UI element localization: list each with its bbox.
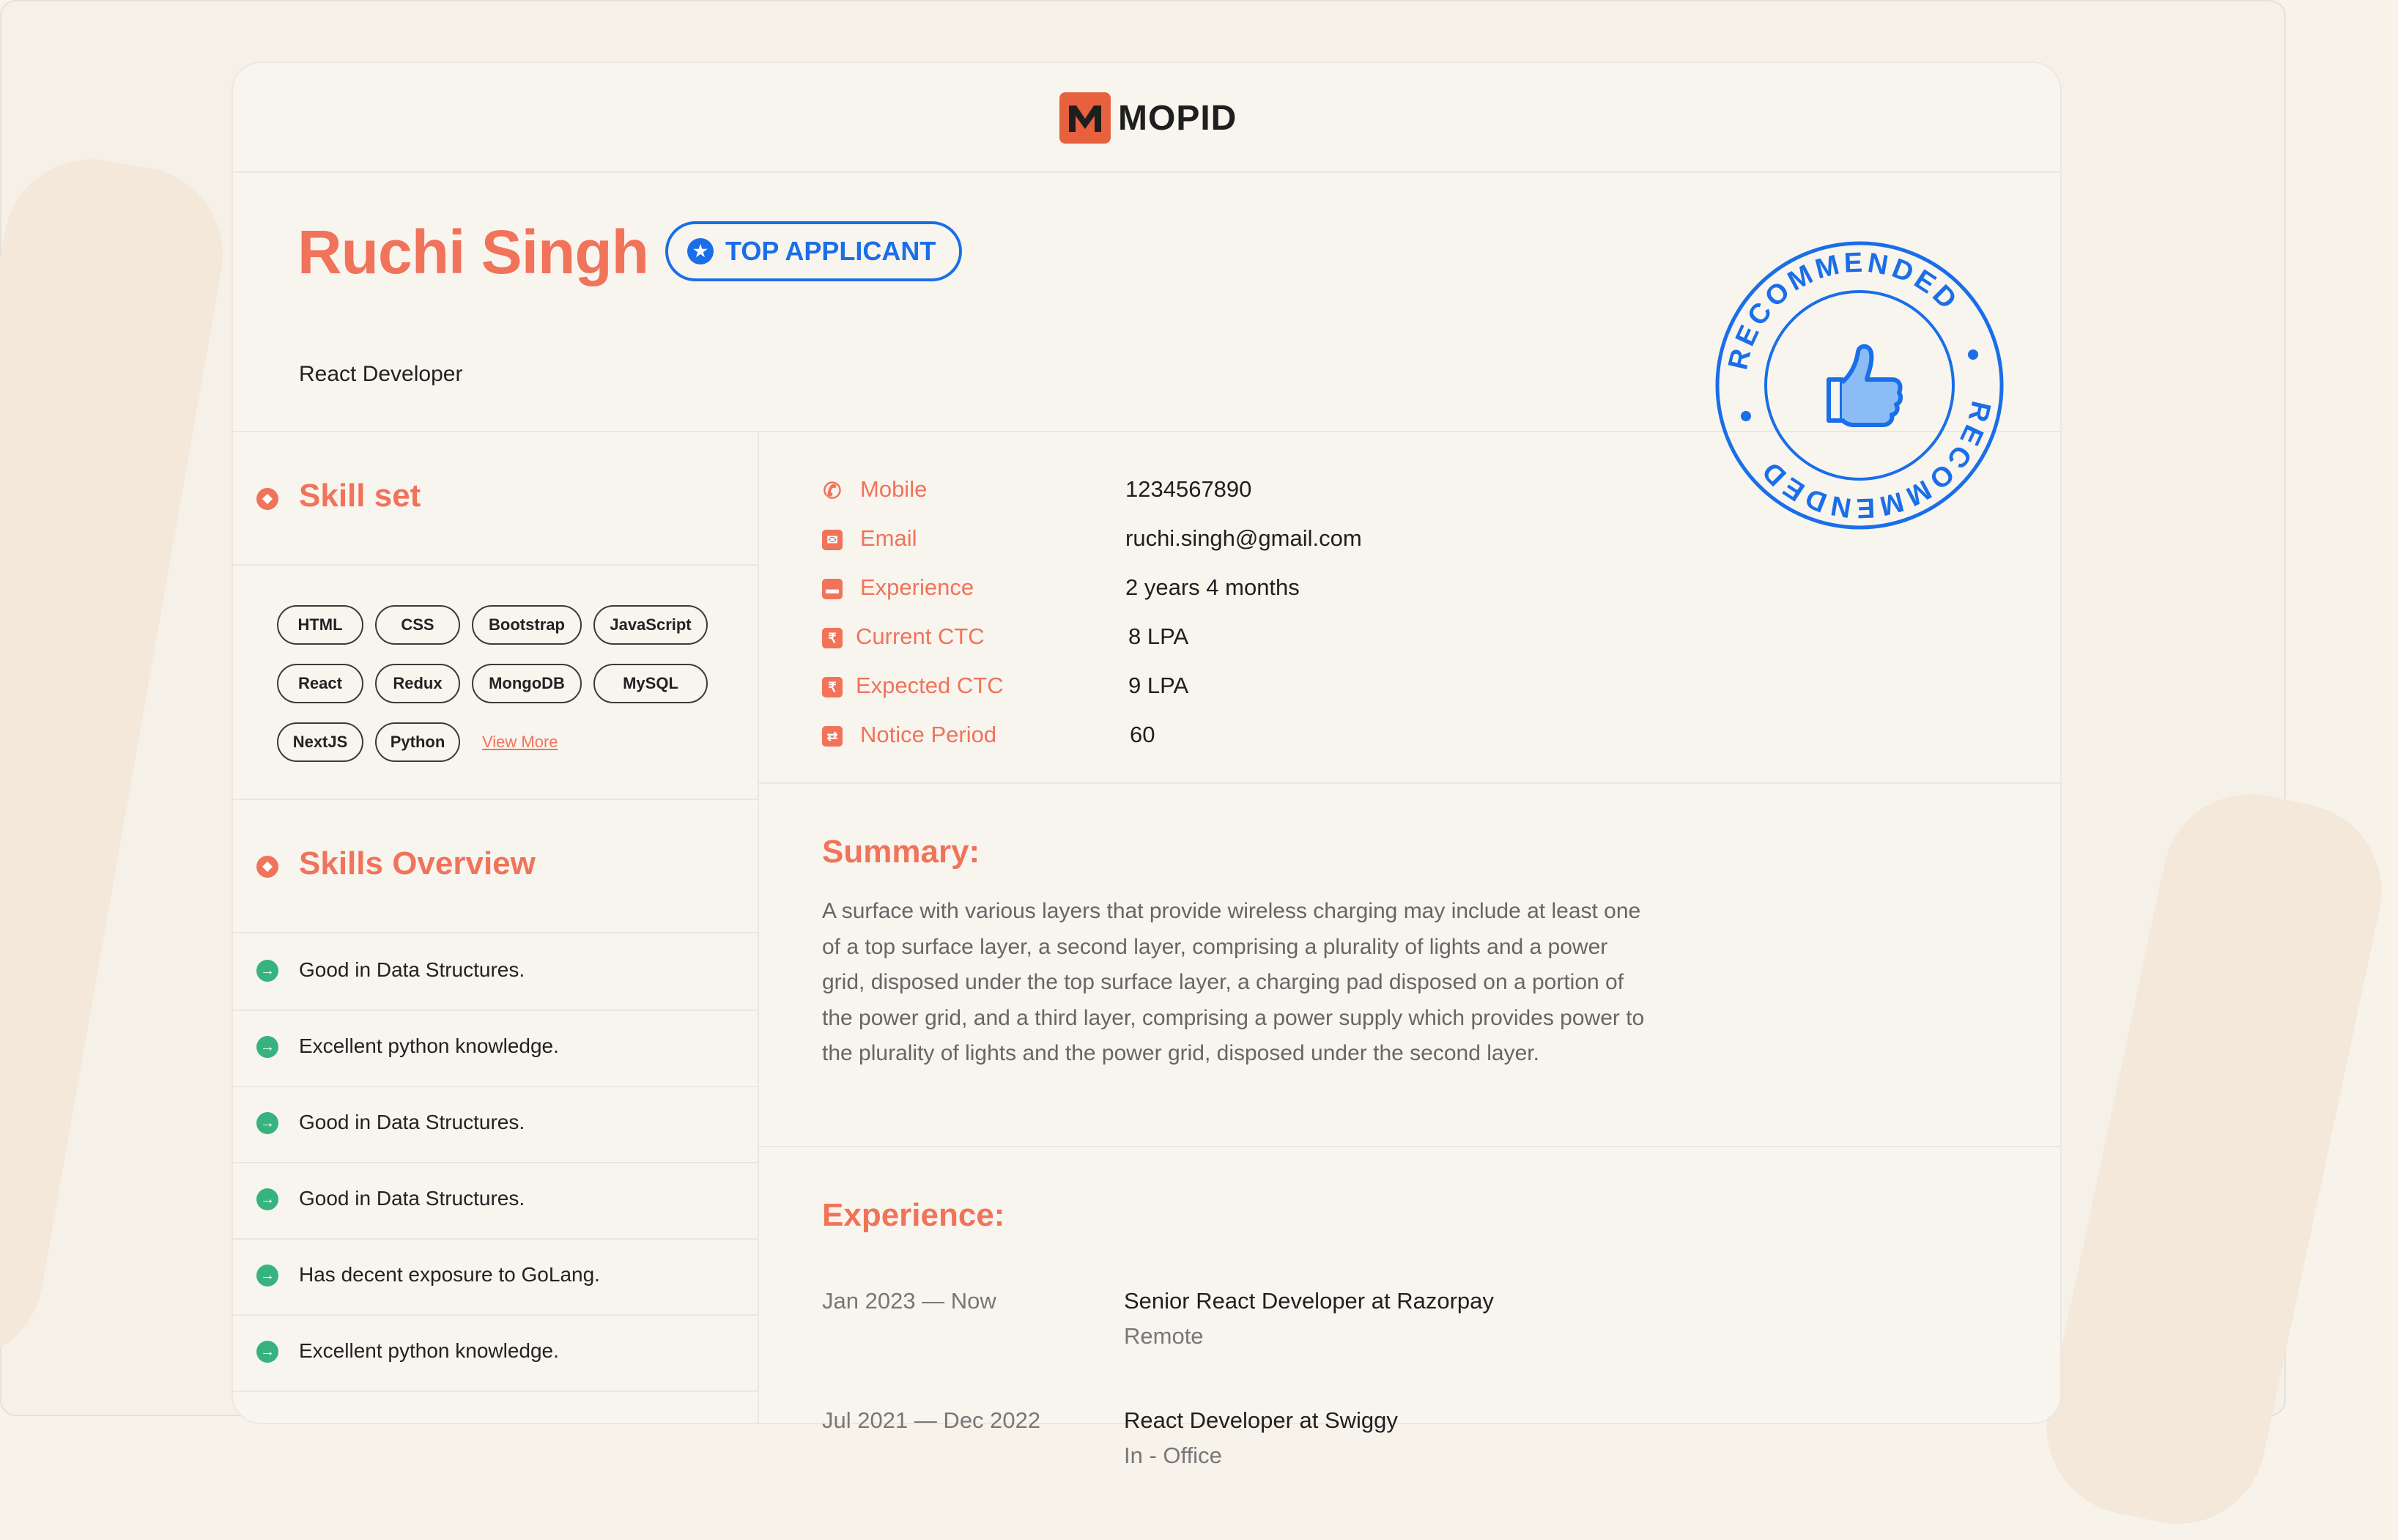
overview-text: Good in Data Structures. xyxy=(299,958,525,981)
skills-overview-header xyxy=(233,800,758,933)
star-icon: ★ xyxy=(687,238,714,264)
briefcase-icon: ▬ xyxy=(822,579,843,599)
detail-row-current-ctc xyxy=(822,619,1555,656)
list-item xyxy=(233,1010,758,1087)
detail-value: 60 xyxy=(1130,722,1155,747)
experience-dates: Jul 2021 — Dec 2022 xyxy=(822,1407,1041,1433)
list-item xyxy=(233,1086,758,1163)
detail-value: 8 LPA xyxy=(1128,623,1189,649)
skill-chip[interactable]: CSS xyxy=(375,605,460,645)
arrow-right-icon: → xyxy=(256,1036,278,1058)
experience-item xyxy=(822,1288,1848,1361)
section-bullet-icon xyxy=(256,488,278,510)
overview-text: Good in Data Structures. xyxy=(299,1111,525,1133)
detail-label: Notice Period xyxy=(860,722,997,747)
list-item xyxy=(233,933,758,1011)
candidate-role: React Developer xyxy=(299,362,463,386)
detail-row-email xyxy=(822,521,1555,558)
skill-chip[interactable]: MongoDB xyxy=(472,664,582,703)
svg-text:RECOMMENDED: RECOMMENDED xyxy=(1754,398,1997,524)
rupee-icon: ₹ xyxy=(822,628,843,648)
skill-chip[interactable]: MySQL xyxy=(593,664,708,703)
arrow-right-icon: → xyxy=(256,1112,278,1134)
overview-text: Has decent exposure to GoLang. xyxy=(299,1263,600,1286)
logo[interactable] xyxy=(1059,92,1237,144)
skill-chip[interactable]: JavaScript xyxy=(593,605,708,645)
background-stroke xyxy=(0,145,237,1374)
detail-row-mobile xyxy=(822,472,1555,508)
arrow-right-icon: → xyxy=(256,1188,278,1210)
brand-name: MOPID xyxy=(1118,98,1237,138)
skill-chip[interactable]: Redux xyxy=(375,664,460,703)
experience-section xyxy=(759,1147,2060,1468)
list-item xyxy=(233,1162,758,1240)
experience-title: Experience: xyxy=(822,1197,1005,1233)
left-column xyxy=(233,432,759,1423)
skill-set-header xyxy=(233,432,758,566)
candidate-name: Ruchi Singh xyxy=(297,218,648,286)
section-bullet-icon xyxy=(256,856,278,878)
experience-mode: In - Office xyxy=(1124,1443,1222,1468)
right-column xyxy=(759,432,2060,1468)
experience-item xyxy=(822,1407,1848,1481)
detail-value[interactable]: 1234567890 xyxy=(1125,476,1252,502)
profile-card xyxy=(232,62,2062,1468)
detail-label: Current CTC xyxy=(856,623,985,649)
detail-label: Expected CTC xyxy=(856,673,1004,698)
summary-text: A surface with various layers that provide wireless charging may include at least one of a top surface layer, a second layer, comprising a plurality of lights and a power grid, disposed under the top surface layer, a charging pad disposed on a portion of the power grid, and a third layer, comprising a power supply which provides power to the plurality of lights and the power grid, disposed under the second layer. xyxy=(822,899,1645,1065)
svg-text:RECOMMENDED: RECOMMENDED xyxy=(1722,247,1965,373)
skill-chip[interactable]: NextJS xyxy=(277,722,363,762)
skill-chip[interactable]: HTML xyxy=(277,605,363,645)
summary-section xyxy=(759,784,2060,1147)
detail-label: Email xyxy=(860,525,917,551)
detail-label: Mobile xyxy=(860,476,928,502)
experience-dates: Jan 2023 — Now xyxy=(822,1288,996,1314)
overview-text: Excellent python knowledge. xyxy=(299,1339,559,1362)
rupee-icon: ₹ xyxy=(822,677,843,697)
swap-icon: ⇄ xyxy=(822,726,843,747)
detail-row-notice-period xyxy=(822,717,1555,754)
list-item xyxy=(233,1238,758,1316)
phone-icon: ✆ xyxy=(823,478,842,503)
view-more-link[interactable]: View More xyxy=(482,733,558,751)
arrow-right-icon: → xyxy=(256,960,278,982)
list-item xyxy=(233,1314,758,1392)
badge-label: TOP APPLICANT xyxy=(725,236,936,266)
skill-chip[interactable]: React xyxy=(277,664,363,703)
skill-chips xyxy=(277,605,731,774)
detail-row-experience xyxy=(822,570,1555,607)
skill-chip[interactable]: Python xyxy=(375,722,460,762)
detail-value: 9 LPA xyxy=(1128,673,1189,698)
skills-overview-title: Skills Overview xyxy=(299,845,536,881)
top-applicant-badge xyxy=(665,221,962,281)
detail-value: 2 years 4 months xyxy=(1125,574,1300,600)
experience-title: React Developer at Swiggy xyxy=(1124,1407,1398,1433)
overview-text: Good in Data Structures. xyxy=(299,1187,525,1210)
overview-text: Excellent python knowledge. xyxy=(299,1034,559,1057)
detail-label: Experience xyxy=(860,574,974,600)
arrow-right-icon: → xyxy=(256,1265,278,1287)
thumbs-up-icon xyxy=(1829,347,1901,425)
experience-title: Senior React Developer at Razorpay xyxy=(1124,1288,1494,1314)
detail-value[interactable]: ruchi.singh@gmail.com xyxy=(1125,525,1362,551)
logo-icon xyxy=(1059,92,1111,144)
summary-title: Summary: xyxy=(822,834,980,870)
mail-icon: ✉ xyxy=(822,530,843,550)
header-bar xyxy=(233,63,2060,173)
background-stroke xyxy=(2030,778,2397,1540)
detail-row-expected-ctc xyxy=(822,668,1555,705)
skill-set-title: Skill set xyxy=(299,478,421,514)
experience-mode: Remote xyxy=(1124,1323,1204,1349)
contact-details xyxy=(759,432,2060,784)
skill-chip[interactable]: Bootstrap xyxy=(472,605,582,645)
arrow-right-icon: → xyxy=(256,1341,278,1363)
